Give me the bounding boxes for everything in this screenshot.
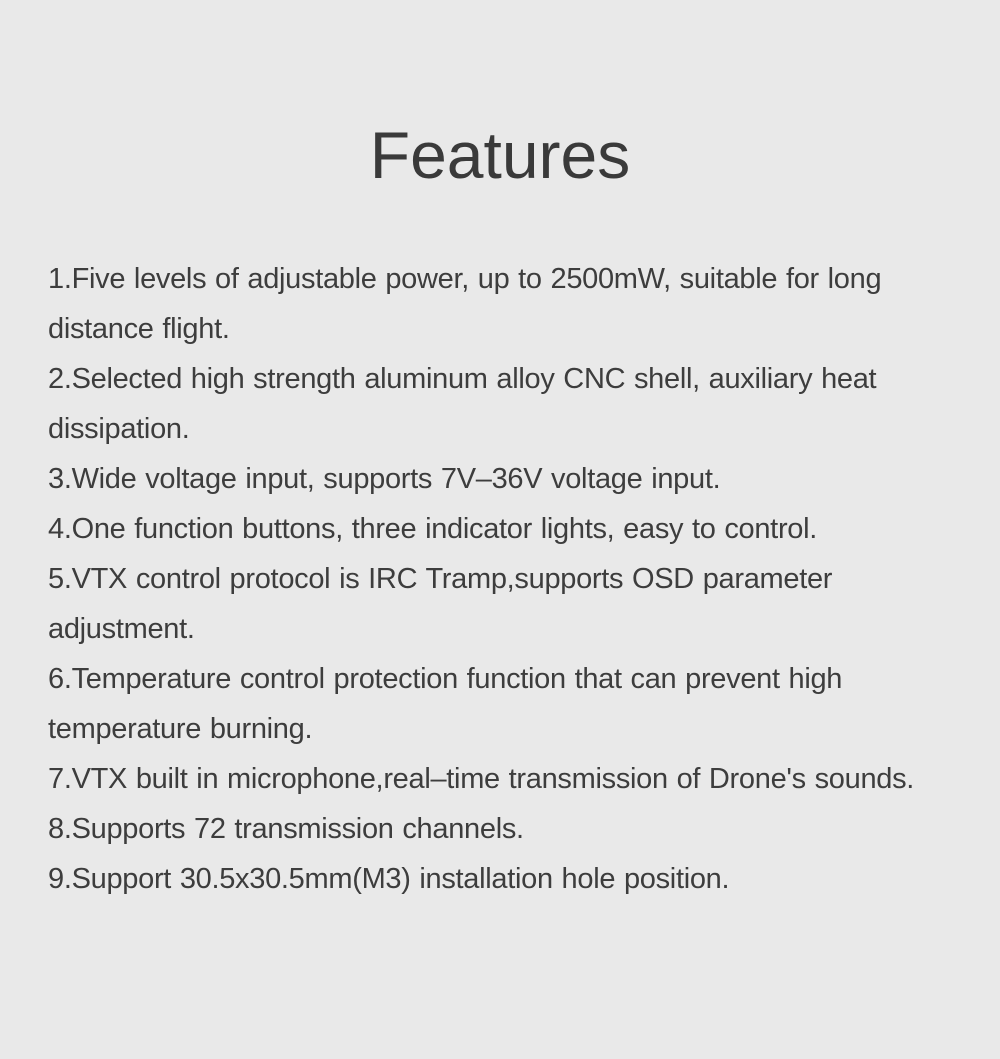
feature-item: 9.Support 30.5x30.5mm(M3) installation hole position. [48,862,730,895]
feature-item: 4.One function buttons, three indicator lights, easy to control. [48,512,818,545]
feature-item: 6.Temperature control protection function that can prevent high temperature burning. [48,662,843,745]
feature-item: 5.VTX control protocol is IRC Tramp,supports OSD parameter adjustment. [48,562,833,645]
feature-item: 2.Selected high strength aluminum alloy CNC shell, auxiliary heat dissipation. [48,362,877,445]
feature-list [48,254,926,904]
feature-item: 8.Supports 72 transmission channels. [48,812,524,845]
feature-item: 1.Five levels of adjustable power, up to 2500mW, suitable for long distance flight. [48,262,882,345]
feature-item: 7.VTX built in microphone,real–time transmission of Drone's sounds. [48,762,915,795]
page-title: Features [369,118,631,192]
feature-item: 3.Wide voltage input, supports 7V–36V voltage input. [48,462,721,495]
